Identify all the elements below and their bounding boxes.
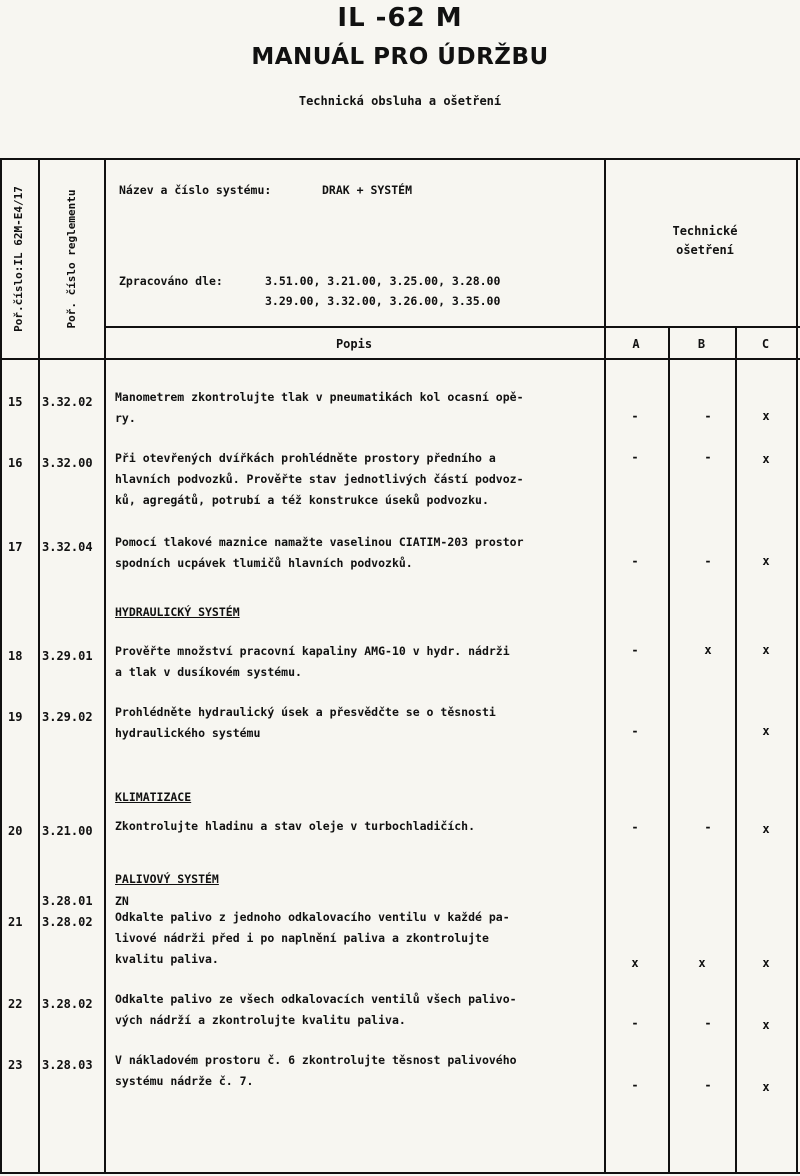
row-description: Odkalte palivo ze všech odkalovacích ventilů všech palivo- vých nádrží a zkontrolujte kvalitu paliva. [115, 992, 517, 1027]
mark-c: x [762, 554, 770, 568]
row-description: Při otevřených dvířkách prohlédněte prostory předního a hlavních podvozků. Prověřte stav jednotlivých částí podvoz- ků, agregátů, potrubí a též konstrukce úseků podvozku. [115, 451, 524, 507]
row-number: 22 [8, 997, 23, 1011]
regulation-number: 3.32.02 [42, 395, 93, 409]
mark-b: - [704, 1016, 712, 1030]
column-b-header: B [697, 337, 706, 351]
mark-a: - [631, 820, 639, 834]
regulation-number: 3.28.02 [42, 997, 93, 1011]
regulation-number: 3.32.04 [42, 540, 93, 554]
regulation-number: 3.21.00 [42, 824, 93, 838]
mark-c: x [762, 1080, 770, 1094]
row-description: V nákladovém prostoru č. 6 zkontrolujte těsnost palivového systému nádrže č. 7. [115, 1053, 517, 1088]
row-number: 17 [8, 540, 23, 554]
column-a-header: A [632, 337, 640, 351]
processed-line-2: 3.29.00, 3.32.00, 3.26.00, 3.35.00 [265, 294, 501, 308]
mark-b: - [704, 409, 712, 423]
row-description: Odkalte palivo z jednoho odkalovacího ventilu v každé pa- livové nádrži před i po naplnění paliva a zkontrolujte kvalitu paliva. [115, 910, 510, 966]
row-number: 20 [8, 824, 23, 838]
mark-a: - [631, 554, 639, 568]
regulation-number: 3.28.01 [42, 894, 93, 908]
system-value: DRAK + SYSTÉM [322, 183, 413, 197]
mark-b: x [698, 956, 706, 970]
row-description: Manometrem zkontrolujte tlak v pneumatikách kol ocasní opě- ry. [115, 390, 524, 425]
mark-a: - [631, 409, 639, 423]
row-description: Zkontrolujte hladinu a stav oleje v turbochladičích. [115, 819, 476, 833]
tech-care-label-1: Technické [672, 224, 738, 238]
mark-b: - [704, 450, 712, 464]
mark-b: - [704, 554, 712, 568]
mark-a: - [631, 1016, 639, 1030]
mark-c: x [762, 822, 770, 836]
description-header: Popis [335, 337, 373, 351]
regulation-number: 3.29.01 [42, 649, 93, 663]
mark-a: - [631, 724, 639, 738]
mark-a: - [631, 450, 639, 464]
row-number: 16 [8, 456, 23, 470]
regulation-number: 3.28.03 [42, 1058, 93, 1072]
doc-subtitle: Technická obsluha a ošetření [298, 94, 502, 108]
doc-title: IL -62 M [337, 3, 463, 33]
row-number: 19 [8, 710, 23, 724]
mark-c: x [762, 452, 770, 466]
fuel-zn-note: ZN [115, 894, 129, 908]
row-number: 23 [8, 1058, 23, 1072]
column-c-header: C [761, 337, 770, 351]
manual-title: MANUÁL PRO ÚDRŽBU [251, 44, 549, 70]
system-label: Název a číslo systému: [119, 183, 272, 197]
section-climate: KLIMATIZACE [115, 790, 192, 804]
section-hydraulic: HYDRAULICKÝ SYSTÉM [115, 605, 240, 619]
regulation-number: 3.29.02 [42, 710, 93, 724]
mark-a: - [631, 643, 639, 657]
tech-care-label-2: ošetření [676, 243, 734, 257]
row-number: 21 [8, 915, 23, 929]
processed-label: Zpracováno dle: [119, 274, 223, 288]
mark-b: - [704, 1078, 712, 1092]
row-number: 18 [8, 649, 23, 663]
processed-line-1: 3.51.00, 3.21.00, 3.25.00, 3.28.00 [265, 274, 501, 288]
mark-c: x [762, 409, 770, 423]
regulation-number-label: Poř. číslo reglementu [65, 189, 78, 329]
mark-c: x [762, 956, 770, 970]
mark-c: x [762, 643, 770, 657]
row-description: Prověřte množství pracovní kapaliny AMG-10 v hydr. nádrži a tlak v dusíkovém systému. [115, 644, 510, 679]
mark-c: x [762, 724, 770, 738]
mark-a: x [631, 956, 639, 970]
regulation-number: 3.32.00 [42, 456, 93, 470]
row-description: Prohlédněte hydraulický úsek a přesvědčte se o těsnosti hydraulického systému [115, 705, 496, 740]
mark-b: - [704, 820, 712, 834]
row-number: 15 [8, 395, 23, 409]
regulation-number: 3.28.02 [42, 915, 93, 929]
order-number-label: Poř.číslo:IL 62M-E4/17 [12, 186, 25, 332]
mark-b: x [704, 643, 712, 657]
mark-c: x [762, 1018, 770, 1032]
section-fuel: PALIVOVÝ SYSTÉM [115, 872, 219, 886]
mark-a: - [631, 1078, 639, 1092]
row-description: Pomocí tlakové maznice namažte vaselinou CIATIM-203 prostor spodních ucpávek tlumičů hlavních podvozků. [115, 535, 524, 570]
